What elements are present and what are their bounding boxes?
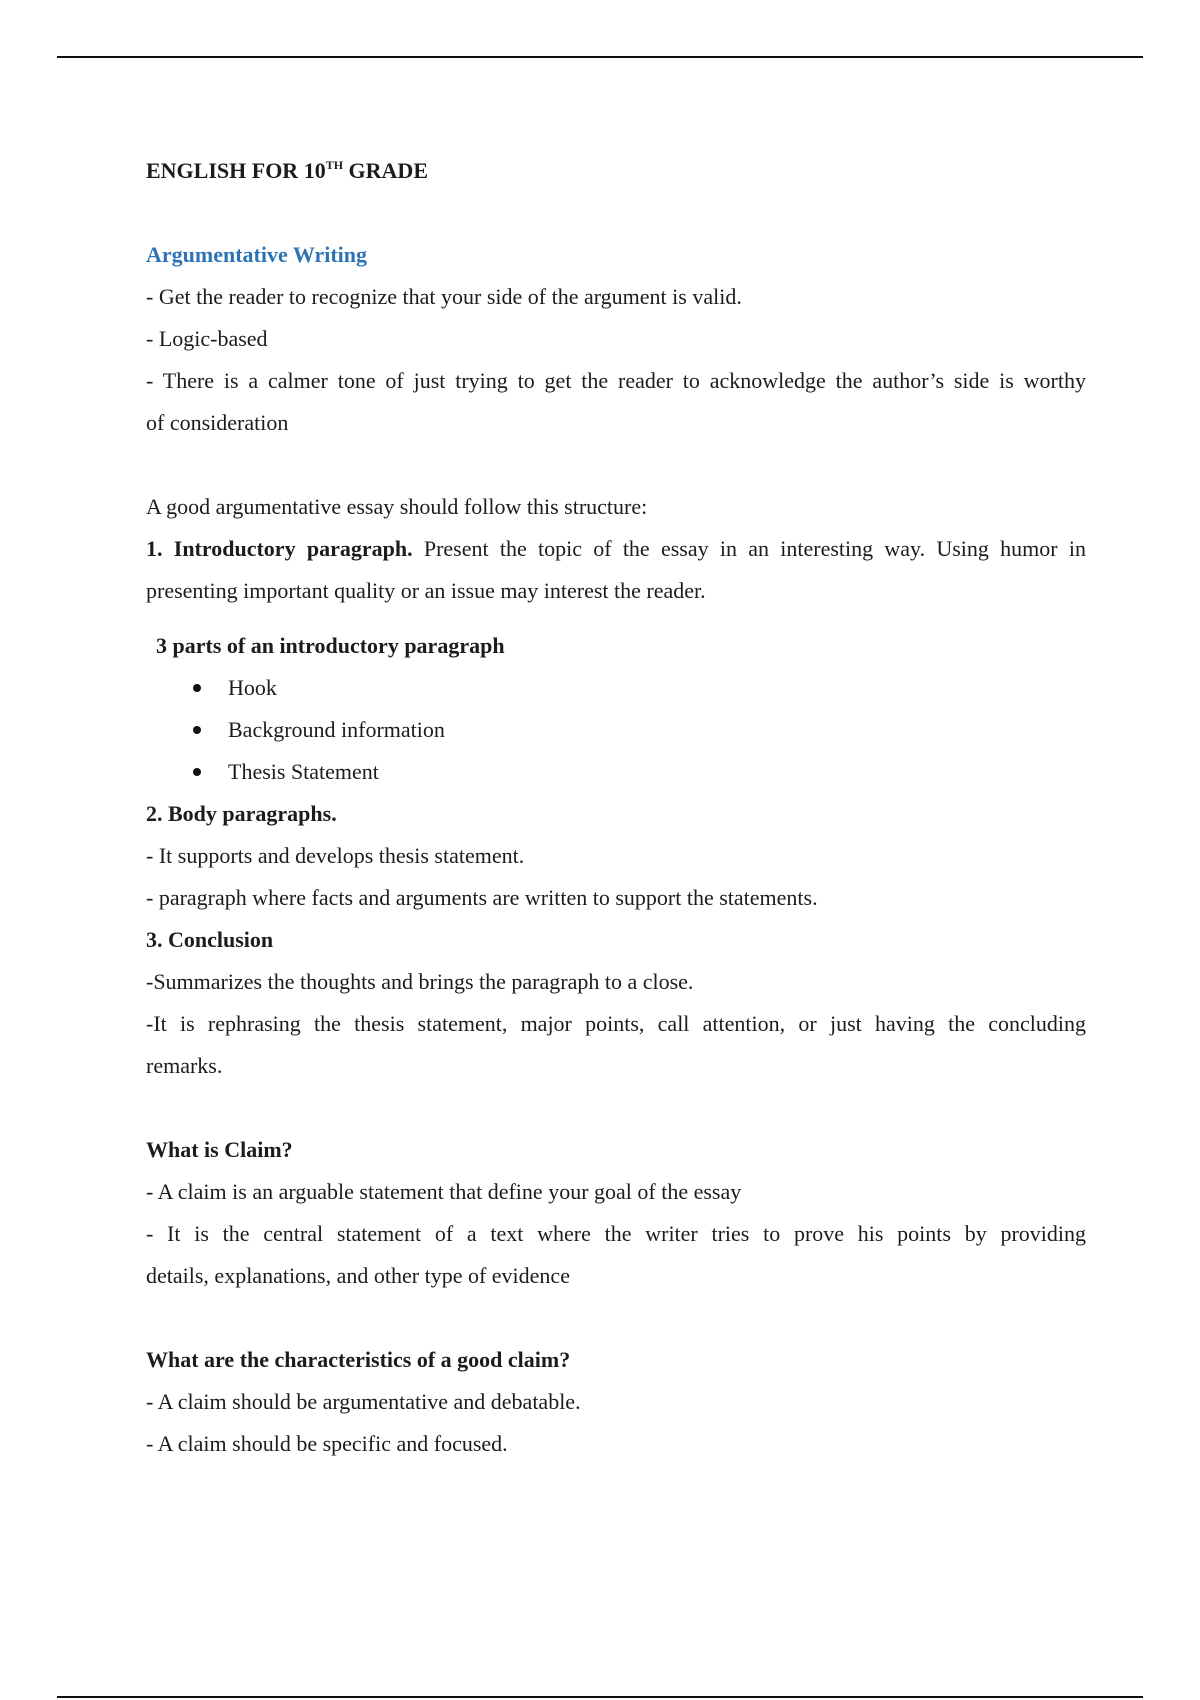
header-rule [57, 56, 1143, 58]
claim-heading: What is Claim? [146, 1137, 293, 1162]
list-item: Hook [146, 667, 1086, 709]
bullet-icon [193, 726, 201, 734]
section-heading: Argumentative Writing [146, 242, 367, 267]
conclusion-label: 3. Conclusion [146, 927, 274, 952]
bullet-icon [193, 684, 201, 692]
body-point: - paragraph where facts and arguments are written to support the statements. [146, 885, 818, 910]
body-point: - It supports and develops thesis statement. [146, 843, 525, 868]
intro-point: - There is a calmer tone of just trying to get the reader to acknowledge the author’s side is worthy [146, 368, 1086, 393]
intro-point: - Get the reader to recognize that your side of the argument is valid. [146, 284, 742, 309]
claim-point: - It is the central statement of a text where the writer tries to prove his points by providing [146, 1221, 1086, 1246]
bullet-icon [193, 768, 201, 776]
document-page [146, 138, 1086, 1465]
good-claim-point: - A claim should be argumentative and debatable. [146, 1389, 581, 1414]
intro-paragraph-label: 1. Introductory paragraph. [146, 536, 413, 561]
intro-paragraph-line: 1. Introductory paragraph. Present the topic of the essay in an interesting way. Using humor in [146, 536, 1086, 561]
body-paragraphs-label: 2. Body paragraphs. [146, 801, 337, 826]
claim-point: - A claim is an arguable statement that define your goal of the essay [146, 1179, 742, 1204]
intro-paragraph-line: presenting important quality or an issue may interest the reader. [146, 578, 706, 603]
intro-parts-list [146, 667, 1086, 793]
claim-point-continued: details, explanations, and other type of evidence [146, 1263, 570, 1288]
conclusion-point-continued: remarks. [146, 1053, 223, 1078]
list-item: Thesis Statement [146, 751, 1086, 793]
intro-point: - Logic-based [146, 326, 268, 351]
good-claim-heading: What are the characteristics of a good claim? [146, 1347, 571, 1372]
list-item: Background information [146, 709, 1086, 751]
intro-parts-heading: 3 parts of an introductory paragraph [156, 633, 505, 658]
conclusion-point: -Summarizes the thoughts and brings the paragraph to a close. [146, 969, 694, 994]
intro-point-continued: of consideration [146, 410, 289, 435]
structure-lead: A good argumentative essay should follow this structure: [146, 494, 648, 519]
document-title: ENGLISH FOR 10TH GRADE [146, 158, 428, 183]
conclusion-point: -It is rephrasing the thesis statement, major points, call attention, or just having the concluding [146, 1011, 1086, 1036]
good-claim-point: - A claim should be specific and focused. [146, 1431, 508, 1456]
footer-rule [57, 1696, 1143, 1698]
